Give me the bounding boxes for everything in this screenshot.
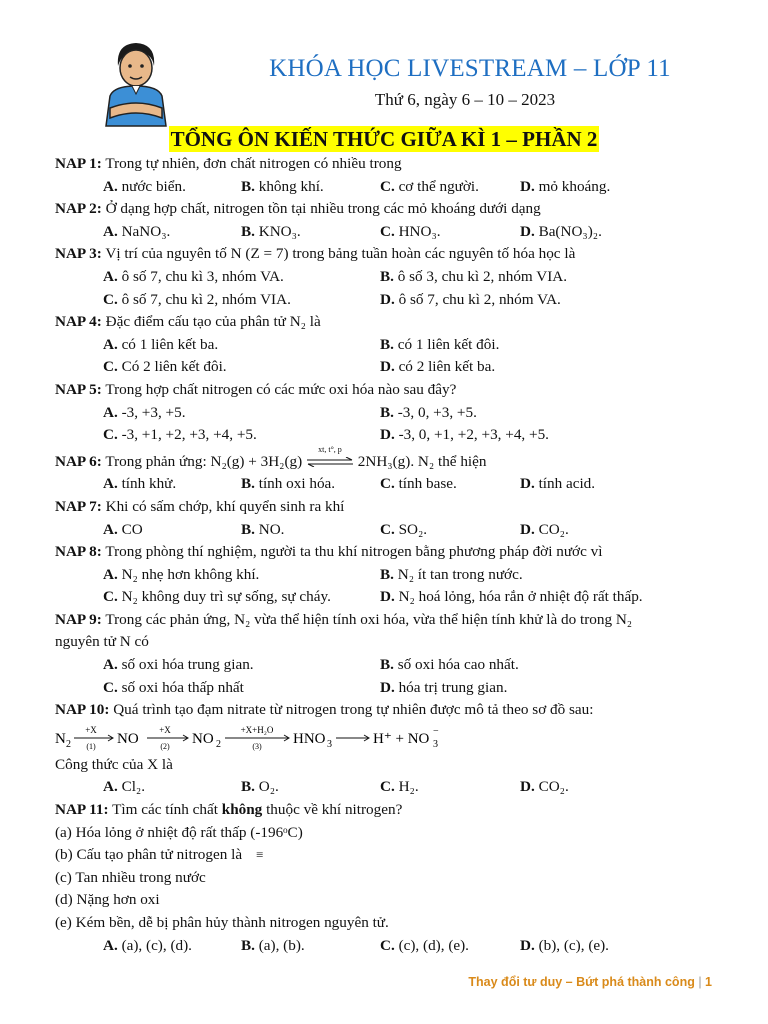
question-6: NAP 6: Trong phản ứng: N₂(g) + 3H₂(g) xt, t°, p 2NH₃(g). N₂ thể hiện: [55, 445, 487, 470]
footer-slogan: Thay đổi tư duy – Bứt phá thành công: [468, 975, 695, 989]
nitrogen-cycle-scheme: [55, 722, 745, 754]
option-d: D. -3, 0, +1, +2, +3, +4, +5.: [380, 426, 549, 444]
option-c: C. -3, +1, +2, +3, +4, +5.: [103, 426, 257, 444]
options-q11: [55, 935, 745, 958]
scheme-n2: N: [55, 730, 66, 747]
scheme-products: H⁺ + NO: [373, 730, 430, 747]
options-q2: [55, 221, 745, 244]
option-a: A. N₂ nhẹ hơn không khí.: [103, 565, 260, 583]
option-c: C. H₂.: [380, 778, 419, 796]
question-4: NAP 4: Đặc điểm cấu tạo của phân tử N₂ là: [55, 313, 321, 331]
options-q10: [55, 776, 745, 799]
svg-text:2: 2: [66, 738, 71, 750]
teacher-logo-icon: [96, 38, 176, 128]
equilibrium-arrow: xt, t°, p: [306, 455, 354, 469]
options-q4-row2: [55, 356, 745, 379]
statement-e: (e) Kém bền, dễ bị phân hủy thành nitrogen nguyên tử.: [55, 914, 389, 931]
option-d: D. ô số 7, chu kì 2, nhóm VA.: [380, 290, 561, 308]
options-q4-row1: [55, 334, 745, 357]
question-10-prompt: Công thức của X là: [55, 755, 173, 773]
option-d: D. có 2 liên kết ba.: [380, 358, 496, 376]
options-q3-row1: [55, 266, 745, 289]
option-a: A. có 1 liên kết ba.: [103, 335, 219, 353]
svg-text:+X: +X: [85, 724, 97, 735]
topic-heading: TỔNG ÔN KIẾN THỨC GIỮA KÌ 1 – PHẦN 2: [170, 127, 598, 151]
question-11: NAP 11: Tìm các tính chất không thuộc về khí nitrogen?: [55, 801, 403, 819]
option-d: D. mỏ khoáng.: [520, 177, 611, 195]
svg-text:2: 2: [216, 738, 221, 750]
statement-b: (b) Cấu tạo phân tử nitrogen là ≡: [55, 846, 264, 864]
option-b: B. N₂ ít tan trong nước.: [380, 565, 523, 583]
option-b: B. số oxi hóa cao nhất.: [380, 656, 519, 674]
options-q9-row2: [55, 677, 745, 700]
option-b: B. -3, 0, +3, +5.: [380, 403, 477, 421]
page-footer: Thay đổi tư duy – Bứt phá thành công | 1: [468, 975, 712, 989]
svg-text:(1): (1): [86, 741, 96, 751]
svg-text:(3): (3): [252, 741, 262, 751]
option-a: A. Cl₂.: [103, 778, 146, 796]
svg-text:−: −: [433, 725, 439, 737]
option-d: D. (b), (c), (e).: [520, 936, 609, 954]
options-q5-row1: [55, 402, 745, 425]
question-9-continued: nguyên tử N có: [55, 633, 149, 651]
options-q1: [55, 176, 745, 199]
option-a: A. số oxi hóa trung gian.: [103, 656, 254, 674]
svg-text:+X: +X: [159, 724, 171, 735]
option-b: B. (a), (b).: [241, 936, 305, 954]
option-d: D. hóa trị trung gian.: [380, 678, 508, 696]
option-d: D. CO₂.: [520, 520, 569, 538]
question-1: NAP 1: Trong tự nhiên, đơn chất nitrogen có nhiều trong: [55, 155, 402, 172]
option-a: A. nước biển.: [103, 177, 186, 195]
statement-c: (c) Tan nhiều trong nước: [55, 868, 206, 886]
option-c: C. (c), (d), (e).: [380, 936, 469, 954]
option-a: A. tính khử.: [103, 475, 177, 493]
question-2: NAP 2: Ở dạng hợp chất, nitrogen tồn tại nhiều trong các mỏ khoáng dưới dạng: [55, 200, 541, 218]
options-q9-row1: [55, 654, 745, 677]
options-q6: [55, 473, 745, 496]
svg-text:(2): (2): [160, 741, 170, 751]
question-list: [55, 153, 745, 957]
option-b: B. KNO₃.: [241, 222, 301, 240]
option-c: C. số oxi hóa thấp nhất: [103, 678, 244, 696]
option-b: B. tính oxi hóa.: [241, 475, 336, 493]
options-q5-row2: [55, 424, 745, 447]
scheme-no: NO: [117, 730, 139, 747]
option-c: C. Có 2 liên kết đôi.: [103, 358, 227, 376]
option-c: C. SO₂.: [380, 520, 428, 538]
option-d: D. CO₂.: [520, 778, 569, 796]
svg-text:3: 3: [327, 738, 332, 750]
option-b: B. không khí.: [241, 177, 324, 195]
option-c: C. tính base.: [380, 475, 457, 493]
question-7: NAP 7: Khi có sấm chớp, khí quyển sinh ra khí: [55, 497, 345, 515]
course-date: Thứ 6, ngày 6 – 10 – 2023: [374, 90, 556, 109]
option-c: C. HNO₃.: [380, 222, 441, 240]
option-b: B. NO.: [241, 520, 285, 538]
options-q7: [55, 519, 745, 542]
svg-text:3: 3: [433, 738, 438, 750]
option-b: B. có 1 liên kết đôi.: [380, 335, 500, 353]
option-a: A. ô số 7, chu kì 3, nhóm VA.: [103, 267, 284, 285]
options-q8-row1: [55, 564, 745, 587]
page-number: 1: [705, 975, 712, 989]
option-a: A. NaNO₃.: [103, 222, 171, 240]
option-a: A. CO: [103, 520, 143, 538]
question-3: NAP 3: Vị trí của nguyên tố N (Z = 7) trong bảng tuần hoàn các nguyên tố hóa học là: [55, 245, 576, 263]
option-d: D. tính acid.: [520, 475, 596, 493]
question-5: NAP 5: Trong hợp chất nitrogen có các mức oxi hóa nào sau đây?: [55, 380, 457, 398]
question-10: NAP 10: Quá trình tạo đạm nitrate từ nitrogen trong tự nhiên được mô tả theo sơ đồ sau:: [55, 701, 594, 719]
scheme-no2: NO: [192, 730, 214, 747]
statement-d: (d) Nặng hơn oxi: [55, 891, 160, 909]
scheme-hno3: HNO: [293, 730, 326, 747]
question-8: NAP 8: Trong phòng thí nghiệm, người ta thu khí nitrogen bằng phương pháp đời nước vì: [55, 543, 603, 561]
option-b: B. ô số 3, chu kì 2, nhóm VIA.: [380, 267, 568, 285]
option-c: C. N₂ không duy trì sự sống, sự cháy.: [103, 588, 331, 606]
triple-bond-symbol: ≡: [256, 847, 264, 863]
option-d: D. Ba(NO₃)₂.: [520, 222, 602, 240]
option-a: A. -3, +3, +5.: [103, 403, 186, 421]
options-q3-row2: [55, 289, 745, 312]
svg-text:+X+H₂O: +X+H₂O: [240, 724, 274, 735]
course-title: KHÓA HỌC LIVESTREAM – LỚP 11: [269, 55, 671, 82]
statement-a: (a) Hóa lỏng ở nhiệt độ rất thấp (-196ᵒC): [55, 823, 303, 841]
options-q8-row2: [55, 586, 745, 609]
question-9: NAP 9: Trong các phản ứng, N₂ vừa thể hiện tính oxi hóa, vừa thể hiện tính khử là do trong N₂: [55, 610, 633, 628]
option-b: B. O₂.: [241, 778, 279, 796]
option-d: D. N₂ hoá lỏng, hóa rắn ở nhiệt độ rất thấp.: [380, 588, 643, 606]
option-c: C. ô số 7, chu kì 2, nhóm VIA.: [103, 290, 291, 308]
option-c: C. cơ thể người.: [380, 177, 479, 195]
option-a: A. (a), (c), (d).: [103, 936, 192, 954]
